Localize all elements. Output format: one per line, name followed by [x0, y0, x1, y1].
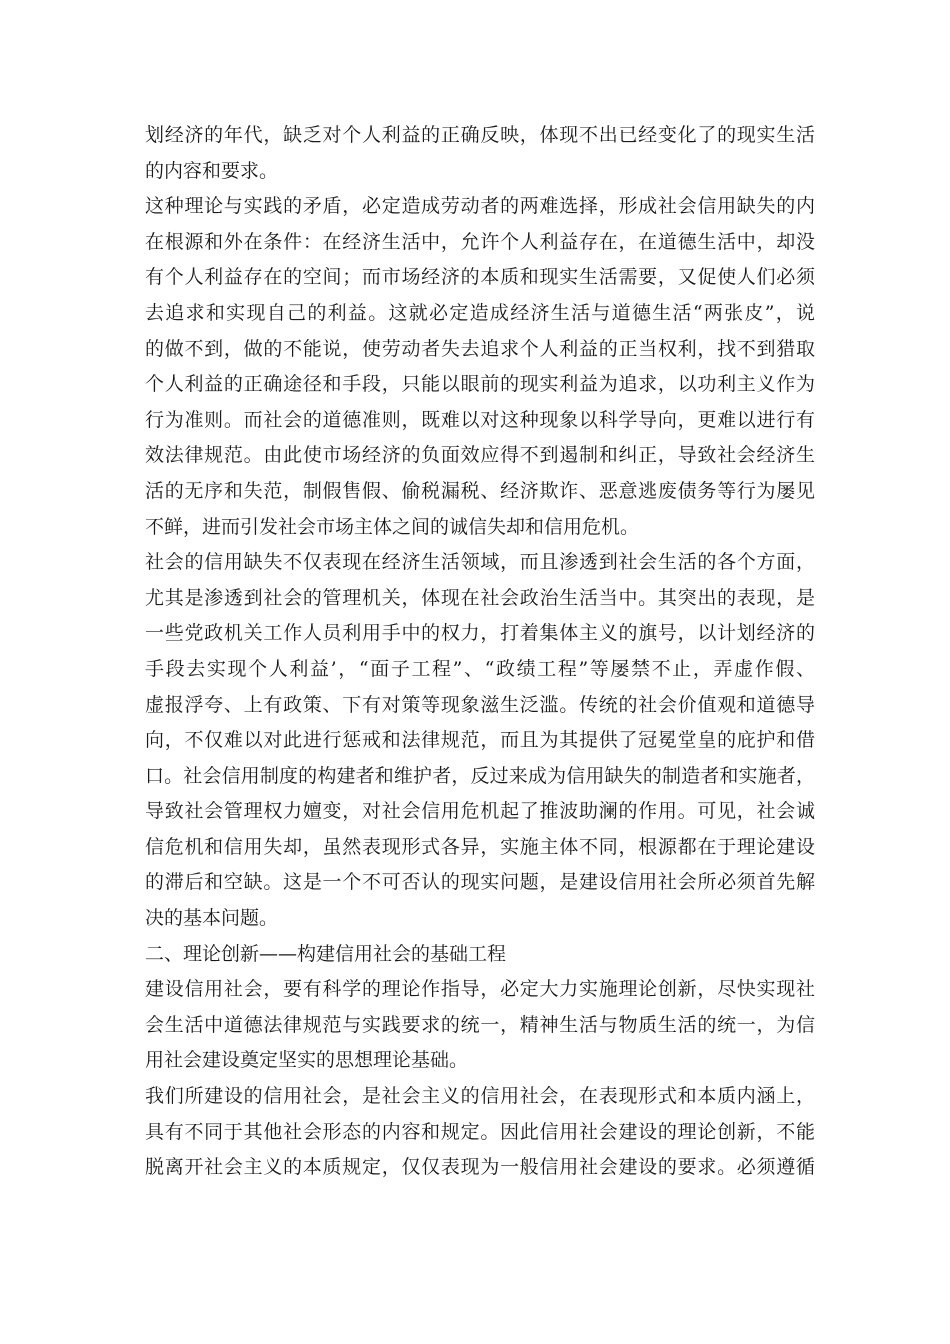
text-line: 脱离开社会主义的本质规定，仅仅表现为一般信用社会建设的要求。必须遵循 — [145, 1156, 815, 1179]
text-line: 划经济的年代，缺乏对个人利益的正确反映，体现不出已经变化了的现实生活 — [145, 124, 815, 146]
text-line: 这种理论与实践的矛盾，必定造成劳动者的两难选择，形成社会信用缺失的内 — [145, 195, 815, 218]
text-line: 个人利益的正确途径和手段，只能以眼前的现实利益为追求，以功利主义作为 — [145, 373, 815, 396]
text-line: 建设信用社会，要有科学的理论作指导，必定大力实施理论创新，尽快实现社 — [145, 978, 815, 1001]
text-line: 行为准则。而社会的道德准则，既难以对这种现象以科学导向，更难以进行有 — [145, 408, 815, 431]
text-line: 口。社会信用制度的构建者和维护者，反过来成为信用缺失的制造者和实施者， — [145, 764, 815, 787]
text-line: 一些党政机关工作人员利用手中的权力，打着集体主义的旗号，以计划经济的 — [145, 622, 815, 645]
text-line: 的做不到，做的不能说，使劳动者失去追求个人利益的正当权利，找不到猎取 — [145, 337, 815, 360]
text-line: 信危机和信用失却，虽然表现形式各异，实施主体不同，根源都在于理论建设 — [145, 835, 815, 858]
text-line: 虚报浮夸、上有政策、下有对策等现象滋生泛滥。传统的社会价值观和道德导 — [145, 693, 815, 716]
text-line: 我们所建设的信用社会，是社会主义的信用社会，在表现形式和本质内涵上， — [145, 1085, 815, 1108]
text-line: 有个人利益存在的空间；而市场经济的本质和现实生活需要，又促使人们必须 — [145, 266, 815, 289]
text-line: 用社会建设奠定坚实的思想理论基础。 — [145, 1049, 469, 1072]
document-body — [145, 118, 815, 1186]
text-line: 在根源和外在条件：在经济生活中，允许个人利益存在，在道德生活中，却没 — [145, 230, 815, 253]
text-line: 尤其是渗透到社会的管理机关，体现在社会政治生活当中。其突出的表现，是 — [145, 586, 815, 609]
text-line: 手段去实现个人利益’，“面子工程”、“政绩工程”等屡禁不止，弄虚作假、 — [145, 657, 815, 680]
text-line: 导致社会管理权力嬗变，对社会信用危机起了推波助澜的作用。可见，社会诚 — [145, 800, 815, 823]
text-line: 社会的信用缺失不仅表现在经济生活领域，而且渗透到社会生活的各个方面， — [145, 551, 815, 574]
text-line: 具有不同于其他社会形态的内容和规定。因此信用社会建设的理论创新，不能 — [145, 1120, 815, 1143]
text-line: 效法律规范。由此使市场经济的负面效应得不到遏制和纠正，导致社会经济生 — [145, 444, 815, 467]
text-line: 向，不仅难以对此进行惩戒和法律规范，而且为其提供了冠冕堂皇的庇护和借 — [145, 729, 815, 752]
section-heading: 二、理论创新——构建信用社会的基础工程 — [145, 942, 507, 965]
text-line: 的滞后和空缺。这是一个不可否认的现实问题，是建设信用社会所必须首先解 — [145, 871, 815, 894]
text-line: 决的基本问题。 — [145, 907, 279, 930]
text-line: 的内容和要求。 — [145, 159, 279, 182]
text-line: 不鲜，进而引发社会市场主体之间的诚信失却和信用危机。 — [145, 515, 640, 538]
text-line: 会生活中道德法律规范与实践要求的统一，精神生活与物质生活的统一，为信 — [145, 1013, 815, 1036]
text-line: 去追求和实现自己的利益。这就必定造成经济生活与道德生活“两张皮”，说 — [145, 301, 815, 324]
text-line: 活的无序和失范，制假售假、偷税漏税、经济欺诈、恶意逃废债务等行为屡见 — [145, 479, 815, 502]
